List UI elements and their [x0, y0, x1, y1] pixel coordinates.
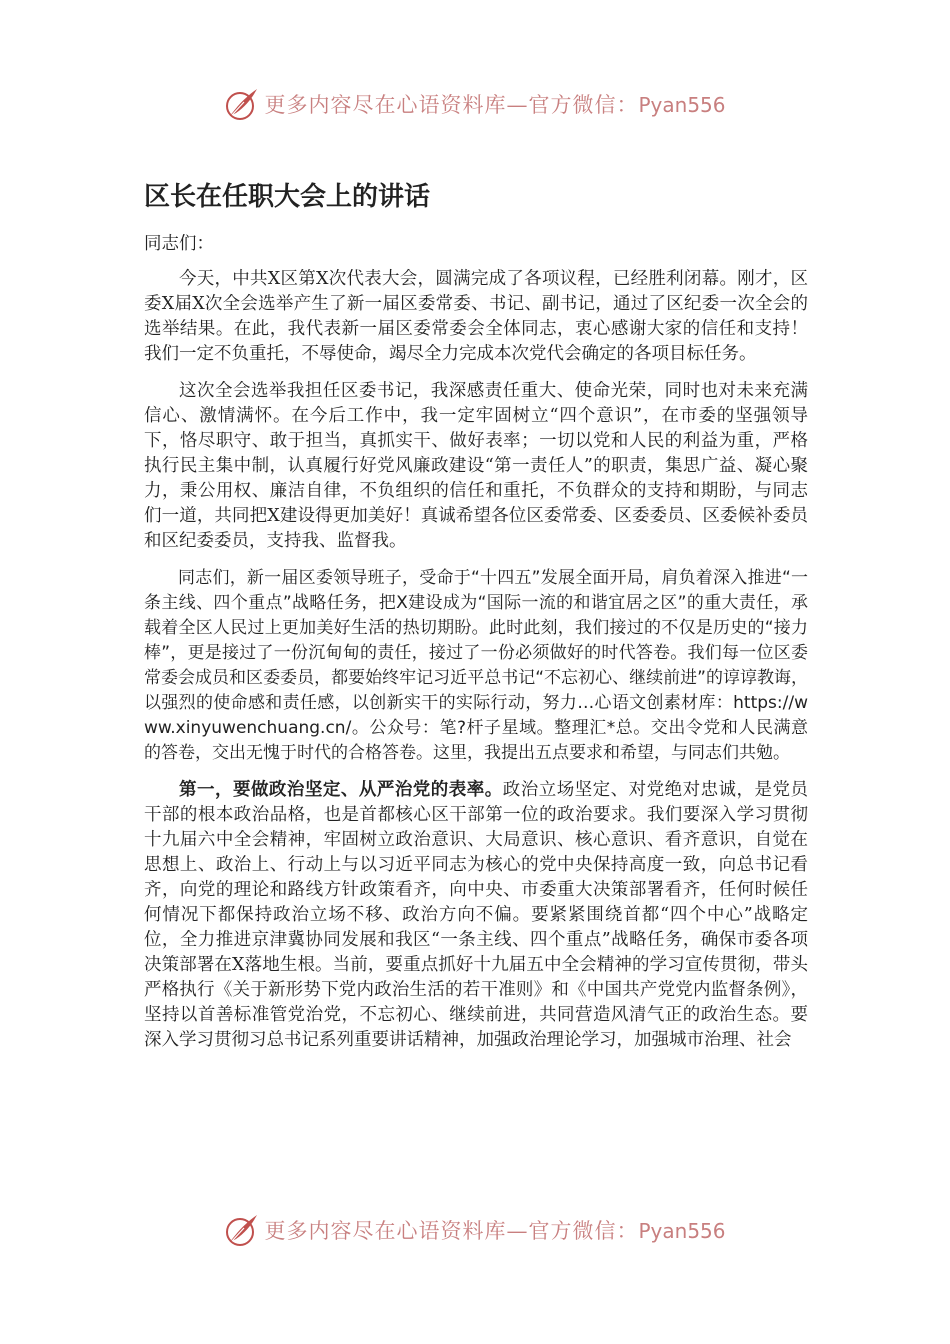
point-1-heading: 第一，要做政治坚定、从严治党的表率。: [179, 780, 503, 800]
point-1-body: 政治立场坚定、对党绝对忠诚，是党员干部的根本政治品格，也是首都核心区干部第一位的政治要求。我们要深入学习贯彻十九届六中全会精神，牢固树立政治意识、大局意识、核心意识、看齐意识，自觉在思想上、政治上、行动上与以习近平同志为核心的党中央保持高度一致，向总书记看齐，向党的理论和路线方针政策看齐，向中央、市委重大决策部署看齐，任何时候任何情况下都保持政治立场不移、政治方向不偏。要紧紧围绕首都“四个中心”战略定位，全力推进京津冀协同发展和我区“一条主线、四个重点”战略任务，确保市委各项决策部署在X落地生根。当前，要重点抓好十九届五中全会精神的学习宣传贯彻，带头严格执行《关于新形势下党内政治生活的若干准则》和《中国共产党党内监督条例》，坚持以首善标准管党治党，不忘初心、继续前进，共同营造风清气正的政治生态。要深入学习贯彻习总书记系列重要讲话精神，加强政治理论学习，加强城市治理、社会: [144, 780, 808, 1050]
paragraph-1: 今天，中共X区第X次代表大会，圆满完成了各项议程，已经胜利闭幕。刚才，区委X届X次全会选举产生了新一届区委常委、书记、副书记，通过了区纪委一次全会的选举结果。在此，我代表新一届区委常委会全体同志，衷心感谢大家的信任和支持！我们一定不负重托，不辱使命，竭尽全力完成本次党代会确定的各项目标任务。: [144, 269, 808, 364]
watermark-text: 更多内容尽在心语资料库—官方微信：Pyan556: [264, 93, 726, 117]
paragraph-4: [144, 778, 808, 1053]
feather-pen-logo-icon: [224, 1212, 260, 1248]
watermark-banner-top: [0, 82, 950, 126]
watermark-text: 更多内容尽在心语资料库—官方微信：Pyan556: [264, 1219, 726, 1243]
salutation: 同志们：: [144, 234, 214, 254]
document-title: 区长在任职大会上的讲话: [144, 182, 431, 212]
watermark-banner-bottom: [0, 1208, 950, 1252]
watermark-account: Pyan556: [638, 1219, 726, 1243]
paragraph-4-clip: [144, 778, 808, 1078]
paragraph-3: 同志们，新一届区委领导班子，受命于“十四五”发展全面开局，肩负着深入推进“一条主线、四个重点”战略任务，把X建设成为“国际一流的和谐宜居之区”的重大责任，承载着全区人民过上更加美好生活的热切期盼。此时此刻，我们接过的不仅是历史的“接力棒”，更是接过了一份沉甸甸的责任，接过了一份必须做好的时代答卷。我们每一位区委常委会成员和区委委员，都要始终牢记习近平总书记“不忘初心、继续前进”的谆谆教诲，以强烈的使命感和责任感，以创新实干的实际行动，努力…心语文创素材库：https://www.xinyuwenchuang.cn/。公众号：笔?杆子星域。整理汇*总。交出令党和人民满意的答卷，交出无愧于时代的合格答卷。这里，我提出五点要求和希望，与同志们共勉。: [144, 568, 808, 763]
document-body: [144, 232, 808, 1078]
paragraph-2: 这次全会选举我担任区委书记，我深感责任重大、使命光荣，同时也对未来充满信心、激情满怀。在今后工作中，我一定牢固树立“四个意识”，在市委的坚强领导下，恪尽职守、敢于担当，真抓实干、做好表率；一切以党和人民的利益为重，严格执行民主集中制，认真履行好党风廉政建设“第一责任人”的职责，集思广益、凝心聚力，秉公用权、廉洁自律，不负组织的信任和重托，不负群众的支持和期盼，与同志们一道，共同把X建设得更加美好！真诚希望各位区委常委、区委委员、区委候补委员和区纪委委员，支持我、监督我。: [144, 381, 808, 551]
feather-pen-logo-icon: [224, 86, 260, 122]
watermark-account: Pyan556: [638, 93, 726, 117]
